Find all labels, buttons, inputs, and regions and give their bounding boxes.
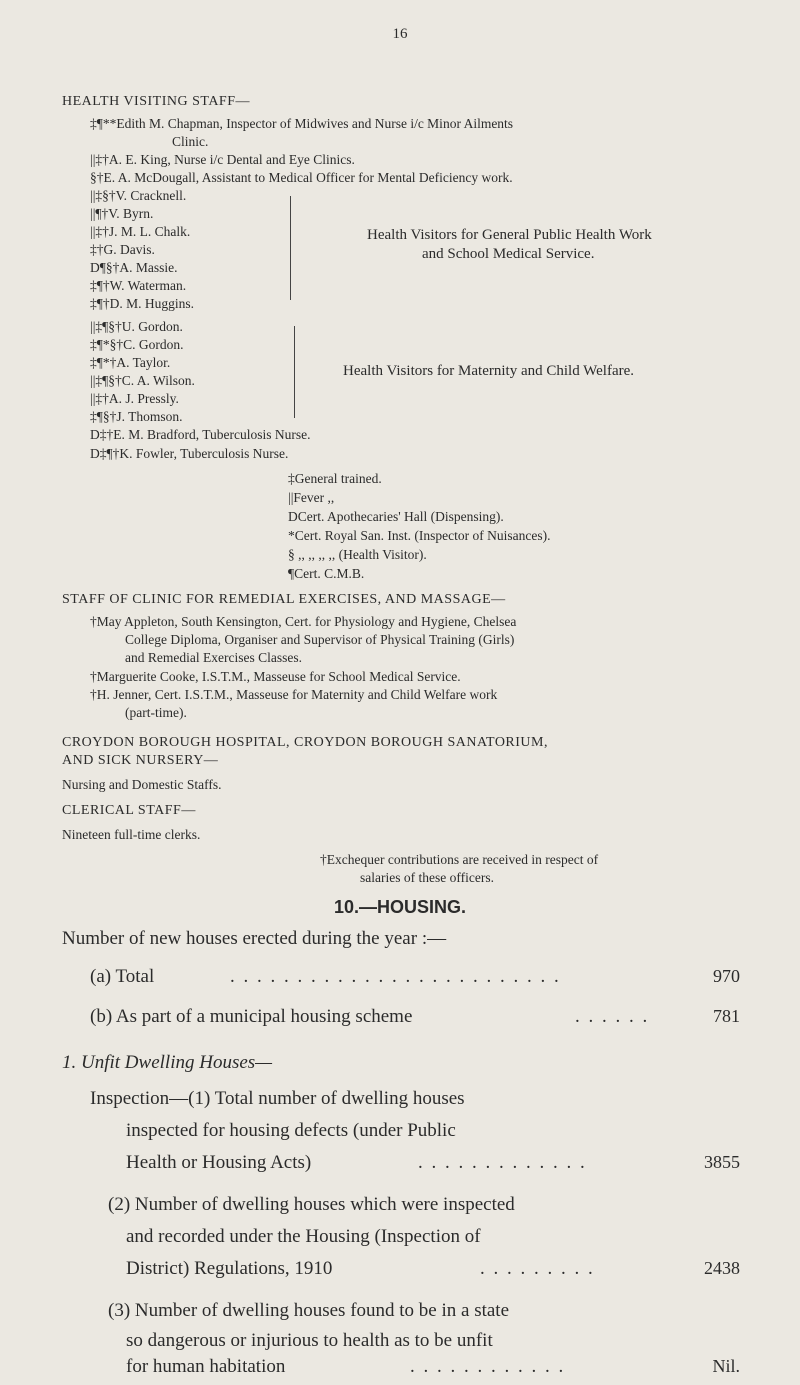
inspection-1-value: 3855 [704,1152,740,1172]
housing-title: 10.—HOUSING. [333,897,467,917]
croydon-heading: CROYDON BOROUGH HOSPITAL, CROYDON BOROUGH SANATORIUM, [62,735,548,750]
clinic-appleton-cont1: College Diploma, Organiser and Supervisor of Physical Training (Girls) [125,632,515,647]
staff-line-king: ||‡†A. E. King, Nurse i/c Dental and Eye Clinics. [90,152,355,167]
croydon-heading-cont: AND SICK NURSERY— [62,753,219,768]
list-item: D¶§†A. Massie. [90,260,178,275]
brace-group1 [290,196,291,300]
group2-description: Health Visitors for Maternity and Child Welfare. [343,363,635,379]
clinic-cooke: †Marguerite Cooke, I.S.T.M., Masseuse for School Medical Service. [90,669,461,684]
brace-group2 [294,326,295,418]
inspection-3-line2: so dangerous or injurious to health as to be unfit [126,1330,493,1351]
list-item: ‡¶§†J. Thomson. [90,409,183,424]
inspection-2-value: 2438 [704,1258,740,1278]
tb-nurse-fowler: D‡¶†K. Fowler, Tuberculosis Nurse. [90,446,289,461]
list-item: ||‡†J. M. L. Chalk. [90,224,191,239]
key-general-trained: ‡General trained. [288,471,382,486]
leader-dots: . . . . . . . . . [480,1258,595,1279]
staff-line-chapman-cont: Clinic. [172,134,209,149]
leader-dots: . . . . . . [575,1006,650,1027]
list-item: ||‡¶§†U. Gordon. [90,319,183,334]
list-item: ||‡†A. J. Pressly. [90,391,179,406]
list-item: ‡¶†D. M. Huggins. [90,296,194,311]
inspection-1-line2: inspected for housing defects (under Public [126,1120,456,1141]
key-cmb: ¶Cert. C.M.B. [288,566,365,581]
key-fever: ||Fever ,, [288,490,335,505]
inspection-2-line2: and recorded under the Housing (Inspection of [126,1226,481,1247]
health-visiting-heading: HEALTH VISITING STAFF— [62,94,251,109]
unfit-heading: 1. Unfit Dwelling Houses— [62,1052,273,1073]
key-royal-san: *Cert. Royal San. Inst. (Inspector of Nuisances). [288,528,551,543]
clinic-heading: STAFF OF CLINIC FOR REMEDIAL EXERCISES, AND MASSAGE— [62,592,506,607]
inspection-2-line3: District) Regulations, 1910 [126,1258,333,1279]
tb-nurse-bradford: D‡†E. M. Bradford, Tuberculosis Nurse. [90,427,311,442]
list-item: ‡¶†W. Waterman. [90,278,187,293]
inspection-1-line1: Inspection—(1) Total number of dwelling houses [90,1088,465,1109]
list-item: ||¶†V. Byrn. [90,206,154,221]
leader-dots: . . . . . . . . . . . . [410,1356,566,1377]
staff-line-mcdougall: §†E. A. McDougall, Assistant to Medical Officer for Mental Deficiency work. [90,170,513,185]
staff-line-chapman: ‡¶**Edith M. Chapman, Inspector of Midwives and Nurse i/c Minor Ailments [90,116,514,131]
clerical-heading: CLERICAL STAFF— [62,803,196,818]
inspection-3-line3: for human habitation [126,1356,286,1377]
inspection-2-line1: (2) Number of dwelling houses which were inspected [108,1194,515,1215]
housing-municipal-label: (b) As part of a municipal housing scheme [90,1006,413,1027]
exchequer-note-cont: salaries of these officers. [360,870,494,885]
clinic-appleton-cont2: and Remedial Exercises Classes. [125,650,302,665]
list-item: ||‡¶§†C. A. Wilson. [90,373,195,388]
leader-dots: . . . . . . . . . . . . . [418,1152,587,1173]
exchequer-note: †Exchequer contributions are received in respect of [320,852,599,867]
inspection-3-value: Nil. [712,1356,740,1376]
clerical-text: Nineteen full-time clerks. [62,827,201,842]
key-apothecaries: DCert. Apothecaries' Hall (Dispensing). [288,509,504,524]
group1-description: Health Visitors for General Public Health Work [367,227,652,243]
clinic-jenner-cont: (part-time). [125,705,187,720]
page-number: 16 [392,26,408,42]
list-item: ‡†G. Davis. [90,242,155,257]
clinic-jenner: †H. Jenner, Cert. I.S.T.M., Masseuse for Maternity and Child Welfare work [90,687,498,702]
croydon-text: Nursing and Domestic Staffs. [62,777,222,792]
housing-municipal-value: 781 [713,1006,740,1026]
leader-dots: . . . . . . . . . . . . . . . . . . . . . . . . . [230,966,561,987]
inspection-3-line1: (3) Number of dwelling houses found to be in a state [108,1300,510,1321]
housing-total-value: 970 [713,966,740,986]
list-item: ||‡§†V. Cracknell. [90,188,187,203]
housing-intro: Number of new houses erected during the year :— [62,928,447,949]
list-item: ‡¶*†A. Taylor. [90,355,171,370]
list-item: ‡¶*§†C. Gordon. [90,337,184,352]
housing-total-label: (a) Total [90,966,155,987]
group1-description-cont: and School Medical Service. [422,246,595,262]
clinic-appleton: †May Appleton, South Kensington, Cert. for Physiology and Hygiene, Chelsea [90,614,517,629]
key-health-visitor: § ,, ,, ,, ,, (Health Visitor). [288,547,427,562]
inspection-1-line3: Health or Housing Acts) [126,1152,312,1173]
